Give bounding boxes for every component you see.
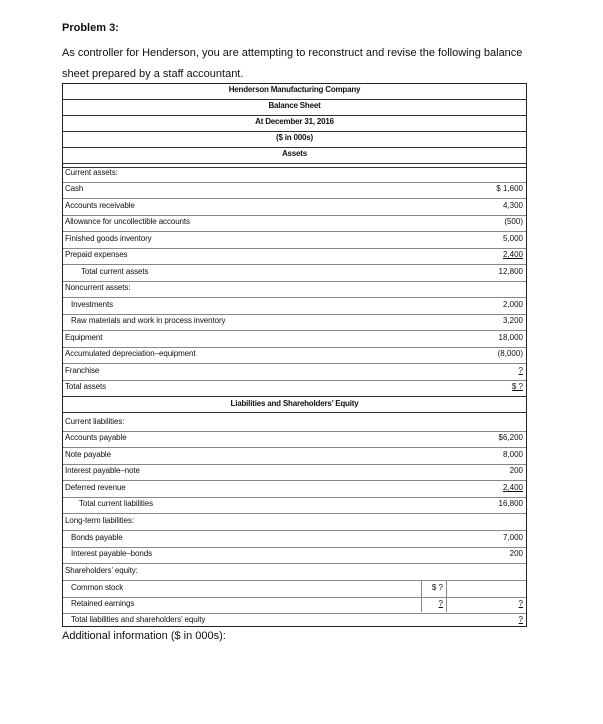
row-label-prepaid-expenses: Prepaid expenses bbox=[65, 250, 128, 259]
row-label-noncurrent-assets: Noncurrent assets: bbox=[65, 283, 131, 292]
header-rule bbox=[63, 115, 526, 116]
row-rule bbox=[63, 447, 526, 448]
balance-sheet-table bbox=[62, 83, 527, 627]
row-rule bbox=[63, 380, 526, 381]
row-label-retained-earnings: Retained earnings bbox=[71, 599, 135, 608]
section-rule bbox=[63, 412, 526, 413]
right-border bbox=[526, 84, 527, 626]
header-rule bbox=[63, 131, 526, 132]
row-amount-total-current-assets: 12,800 bbox=[498, 267, 523, 276]
row-rule bbox=[63, 530, 526, 531]
units-note: ($ in 000s) bbox=[276, 133, 313, 142]
row-rule bbox=[63, 248, 526, 249]
row-amount-interest-payable-note: 200 bbox=[509, 466, 523, 475]
mid-column-rule bbox=[421, 580, 422, 612]
problem-intro: As controller for Henderson, you are attempting to reconstruct and revise the following balance sheet prepared by a staff accountant. bbox=[62, 47, 523, 80]
row-amount-total-assets: $ ? bbox=[511, 382, 523, 391]
row-rule bbox=[63, 563, 526, 564]
row-amount-prepaid-expenses: 2,400 bbox=[502, 250, 523, 259]
row-label-deferred-revenue: Deferred revenue bbox=[65, 483, 126, 492]
row-rule bbox=[63, 464, 526, 465]
row-rule bbox=[63, 182, 526, 183]
row-amount-total-liabilities-equity: ? bbox=[518, 615, 523, 624]
liabilities-heading: Liabilities and Shareholders’ Equity bbox=[230, 399, 359, 408]
row-label-finished-goods: Finished goods inventory bbox=[65, 234, 152, 243]
row-label-total-current-assets: Total current assets bbox=[81, 267, 149, 276]
row-rule bbox=[63, 215, 526, 216]
row-rule bbox=[63, 198, 526, 199]
row-rule bbox=[63, 597, 526, 598]
row-label-common-stock: Common stock bbox=[71, 583, 124, 592]
row-amount-bonds-payable: 7,000 bbox=[502, 533, 523, 542]
row-label-investments: Investments bbox=[71, 300, 114, 309]
row-amount-retained-earnings: ? bbox=[518, 599, 523, 608]
row-label-accounts-receivable: Accounts receivable bbox=[65, 201, 135, 210]
row-amount-allowance: (500) bbox=[504, 217, 523, 226]
row-label-interest-payable-bonds: Interest payable–bonds bbox=[71, 549, 152, 558]
row-amount-deferred-revenue: 2,400 bbox=[502, 483, 523, 492]
statement-title: Balance Sheet bbox=[268, 101, 321, 110]
row-label-accounts-payable: Accounts payable bbox=[65, 433, 127, 442]
row-rule bbox=[63, 580, 526, 581]
row-label-cash: Cash bbox=[65, 184, 84, 193]
row-rule bbox=[63, 231, 526, 232]
row-rule bbox=[63, 297, 526, 298]
row-label-allowance: Allowance for uncollectible accounts bbox=[65, 217, 190, 226]
row-label-note-payable: Note payable bbox=[65, 450, 111, 459]
row-rule bbox=[63, 281, 526, 282]
row-amount-note-payable: 8,000 bbox=[502, 450, 523, 459]
row-amount-franchise: ? bbox=[518, 366, 523, 375]
company-name: Henderson Manufacturing Company bbox=[228, 85, 361, 94]
row-label-total-current-liabilities: Total current liabilities bbox=[79, 499, 153, 508]
header-rule bbox=[63, 163, 526, 164]
row-rule bbox=[63, 330, 526, 331]
assets-heading: Assets bbox=[281, 149, 308, 158]
row-rule bbox=[63, 314, 526, 315]
row-label-total-liabilities-equity: Total liabilities and shareholders’ equity bbox=[71, 615, 206, 624]
row-rule bbox=[63, 547, 526, 548]
row-label-total-assets: Total assets bbox=[65, 382, 107, 391]
section-rule bbox=[63, 167, 526, 168]
row-label-accumulated-depreciation: Accumulated depreciation–equipment bbox=[65, 349, 196, 358]
row-amount-accumulated-depreciation: (8,000) bbox=[497, 349, 523, 358]
row-amount-cash: $ 1,600 bbox=[496, 184, 523, 193]
row-label-current-assets: Current assets: bbox=[65, 168, 118, 177]
row-label-bonds-payable: Bonds payable bbox=[71, 533, 123, 542]
row-amount-total-current-liabilities: 16,800 bbox=[498, 499, 523, 508]
row-amount-finished-goods: 5,000 bbox=[502, 234, 523, 243]
row-mid-amount-retained-earnings: ? bbox=[438, 599, 443, 608]
row-rule bbox=[63, 264, 526, 265]
row-label-equipment: Equipment bbox=[65, 333, 103, 342]
row-label-franchise: Franchise bbox=[65, 366, 100, 375]
row-label-current-liabilities: Current liabilities: bbox=[65, 417, 125, 426]
row-rule bbox=[63, 497, 526, 498]
row-amount-equipment: 18,000 bbox=[498, 333, 523, 342]
row-rule bbox=[63, 347, 526, 348]
statement-date: At December 31, 2016 bbox=[255, 117, 334, 126]
row-label-raw-materials: Raw materials and work in process inventory bbox=[71, 316, 226, 325]
additional-information-heading: Additional information ($ in 000s): bbox=[62, 630, 226, 642]
row-label-interest-payable-note: Interest payable–note bbox=[65, 466, 140, 475]
problem-title: Problem 3: bbox=[62, 22, 119, 34]
row-label-shareholders-equity: Shareholders’ equity: bbox=[65, 566, 138, 575]
row-mid-amount-common-stock: $ ? bbox=[431, 583, 443, 592]
row-amount-accounts-payable: $6,200 bbox=[498, 433, 523, 442]
row-amount-accounts-receivable: 4,300 bbox=[502, 201, 523, 210]
row-label-long-term-liabilities: Long-term liabilities: bbox=[65, 516, 134, 525]
header-rule bbox=[63, 99, 526, 100]
section-rule bbox=[63, 396, 526, 397]
header-rule bbox=[63, 147, 526, 148]
row-rule bbox=[63, 613, 526, 614]
row-amount-interest-payable-bonds: 200 bbox=[509, 549, 523, 558]
row-rule bbox=[63, 363, 526, 364]
row-rule bbox=[63, 513, 526, 514]
row-amount-raw-materials: 3,200 bbox=[502, 316, 523, 325]
row-amount-investments: 2,000 bbox=[502, 300, 523, 309]
mid-column-rule bbox=[446, 580, 447, 612]
row-rule bbox=[63, 480, 526, 481]
row-rule bbox=[63, 431, 526, 432]
